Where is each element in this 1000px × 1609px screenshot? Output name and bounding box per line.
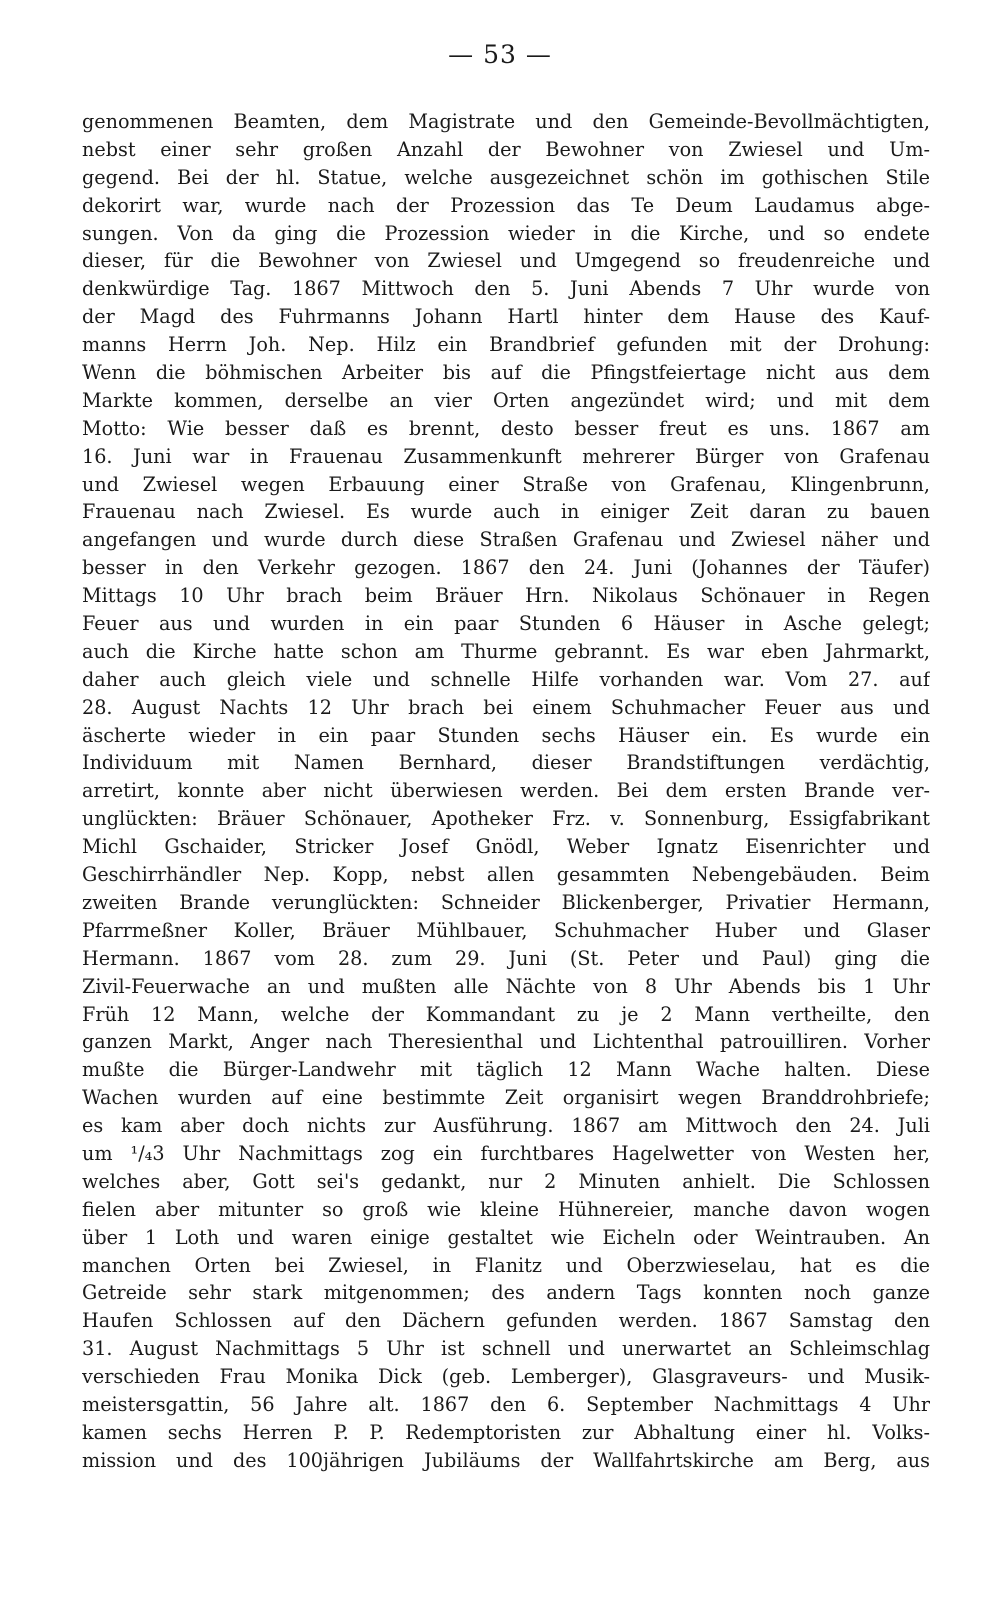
text-line: 31. August Nachmittags 5 Uhr ist schnell und unerwartet an Schleimschlag [82,1337,930,1361]
text-line: kamen sechs Herren P. P. Redemptoristen zur Abhaltung einer hl. Volks- [82,1420,930,1444]
text-line: denkwürdige Tag. 1867 Mittwoch den 5. Juni Abends 7 Uhr wurde von [82,277,930,301]
text-line: dieser, für die Bewohner von Zwiesel und Umgegend so freudenreiche und [82,249,930,273]
text-line: mission und des 100jährigen Jubiläums der Wallfahrtskirche am Berg, aus [82,1448,930,1472]
body-text [82,108,930,1475]
text-line: 16. Juni war in Frauenau Zusammenkunft mehrerer Bürger von Grafenau [82,444,930,468]
text-line: arretirt, konnte aber nicht überwiesen werden. Bei dem ersten Brande ver- [82,779,930,803]
text-line: Feuer aus und wurden in ein paar Stunden 6 Häuser in Asche gelegt; [82,612,930,636]
text-line: genommenen Beamten, dem Magistrate und den Gemeinde-Bevollmächtigten, [82,110,930,133]
text-line: ganzen Markt, Anger nach Theresienthal und Lichtenthal patrouilliren. Vorher [82,1030,930,1054]
text-line: Wenn die böhmischen Arbeiter bis auf die Pfingstfeiertage nicht aus dem [82,361,930,385]
text-line: äscherte wieder in ein paar Stunden sechs Häuser ein. Es wurde ein [82,723,930,747]
text-line: 28. August Nachts 12 Uhr brach bei einem Schuhmacher Feuer aus und [82,695,930,719]
text-line: welches aber, Gott sei's gedankt, nur 2 Minuten anhielt. Die Schlossen [82,1169,930,1193]
text-line: verschieden Frau Monika Dick (geb. Lemberger), Glasgraveurs- und Musik- [82,1365,930,1389]
text-line: Markte kommen, derselbe an vier Orten angezündet wird; und mit dem [82,388,930,412]
text-line: um ¹/₄3 Uhr Nachmittags zog ein furchtbares Hagelwetter von Westen her, [82,1141,930,1165]
text-line: gegend. Bei der hl. Statue, welche ausgezeichnet schön im gothischen Stile [82,165,930,189]
text-line: fielen aber mitunter so groß wie kleine Hühnereier, manche davon wogen [82,1197,930,1221]
text-line: sungen. Von da ging die Prozession wieder in die Kirche, und so endete [82,221,930,245]
text-line: angefangen und wurde durch diese Straßen Grafenau und Zwiesel näher und [82,528,930,552]
text-line: manns Herrn Joh. Nep. Hilz ein Brandbrief gefunden mit der Drohung: [82,333,930,357]
text-line: mußte die Bürger-Landwehr mit täglich 12 Mann Wache halten. Diese [82,1058,930,1082]
text-line: Wachen wurden auf eine bestimmte Zeit organisirt wegen Branddrohbriefe; [82,1086,930,1110]
text-line: Individuum mit Namen Bernhard, dieser Brandstiftungen verdächtig, [82,751,930,775]
text-line: Getreide sehr stark mitgenommen; des andern Tags konnten noch ganze [82,1281,930,1305]
text-line: Mittags 10 Uhr brach beim Bräuer Hrn. Nikolaus Schönauer in Regen [82,584,930,608]
text-line: zweiten Brande verunglückten: Schneider Blickenberger, Privatier Hermann, [82,890,930,914]
page-number: — 53 — [448,40,552,69]
text-line: manchen Orten bei Zwiesel, in Flanitz und Oberzwieselau, hat es die [82,1253,930,1277]
text-line: dekorirt war, wurde nach der Prozession das Te Deum Laudamus abge- [82,193,930,217]
text-line: Hermann. 1867 vom 28. zum 29. Juni (St. Peter und Paul) ging die [82,946,930,970]
text-line: Zivil-Feuerwache an und mußten alle Nächte von 8 Uhr Abends bis 1 Uhr [82,974,930,998]
text-line: besser in den Verkehr gezogen. 1867 den 24. Juni (Johannes der Täufer) [82,556,930,580]
text-line: Motto: Wie besser daß es brennt, desto besser freut es uns. 1867 am [82,416,930,440]
text-line: Frauenau nach Zwiesel. Es wurde auch in einiger Zeit daran zu bauen [82,500,930,524]
text-line: meistersgattin, 56 Jahre alt. 1867 den 6. September Nachmittags 4 Uhr [82,1392,930,1416]
text-line: und Zwiesel wegen Erbauung einer Straße von Grafenau, Klingenbrunn, [82,472,930,496]
text-line: Früh 12 Mann, welche der Kommandant zu je 2 Mann vertheilte, den [82,1002,930,1026]
text-line: Geschirrhändler Nep. Kopp, nebst allen gesammten Nebengebäuden. Beim [82,863,930,887]
text-line: nebst einer sehr großen Anzahl der Bewohner von Zwiesel und Um- [82,137,930,161]
text-line: es kam aber doch nichts zur Ausführung. 1867 am Mittwoch den 24. Juli [82,1114,930,1138]
text-line: Haufen Schlossen auf den Dächern gefunden werden. 1867 Samstag den [82,1309,930,1333]
text-line: über 1 Loth und waren einige gestaltet wie Eicheln oder Weintrauben. An [82,1225,930,1249]
text-line: daher auch gleich viele und schnelle Hilfe vorhanden war. Vom 27. auf [82,667,930,691]
text-line: auch die Kirche hatte schon am Thurme gebrannt. Es war eben Jahrmarkt, [82,639,930,663]
text-line: der Magd des Fuhrmanns Johann Hartl hinter dem Hause des Kauf- [82,305,930,329]
text-line: Michl Gschaider, Stricker Josef Gnödl, Weber Ignatz Eisenrichter und [82,835,930,859]
text-line: Pfarrmeßner Koller, Bräuer Mühlbauer, Schuhmacher Huber und Glaser [82,918,930,942]
text-line: unglückten: Bräuer Schönauer, Apotheker Frz. v. Sonnenburg, Essigfabrikant [82,807,930,831]
